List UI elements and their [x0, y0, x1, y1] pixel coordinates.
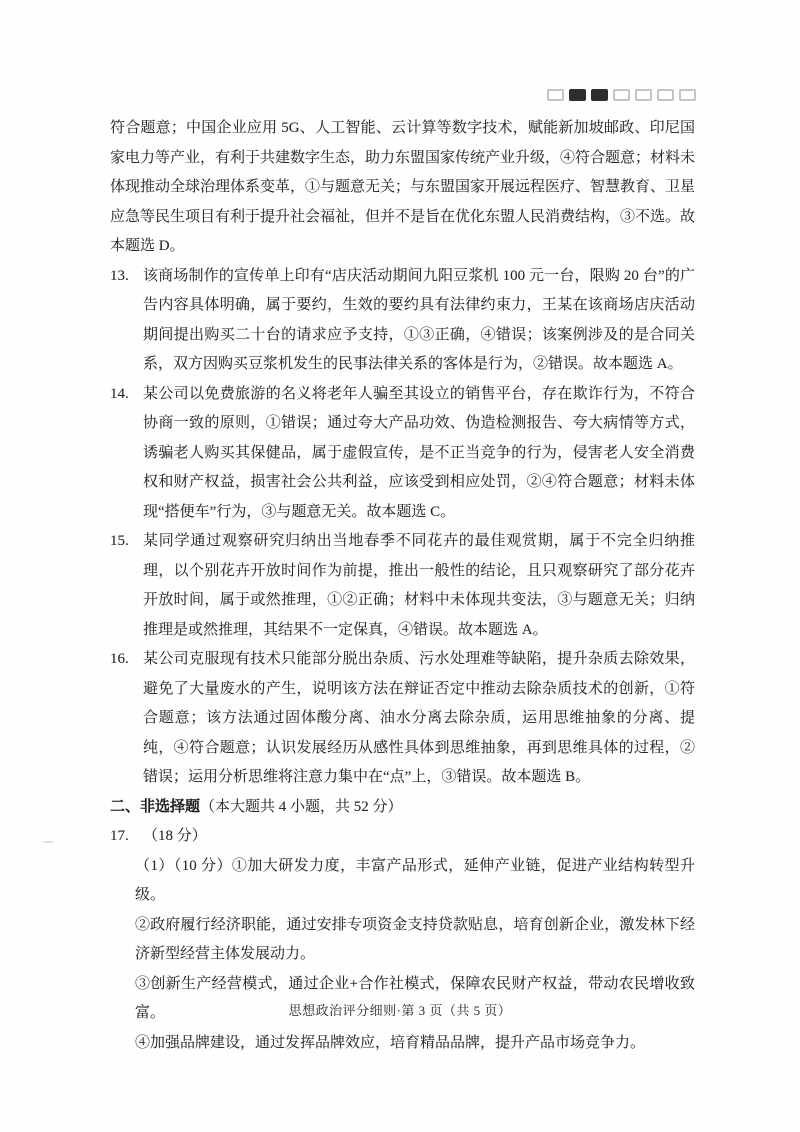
answer-item-15: [110, 527, 695, 645]
answer-text: 某公司以免费旅游的名义将老年人骗至其设立的销售平台，存在欺诈行为，不符合协商一致的原则，①错误；通过夸大产品功效、伪造检测报告、夸大病情等方式，诱骗老人购买其保健品，属于虚假宣传，是不正当竞争的行为，侵害老人安全消费权和财产权益，损害社会公共利益，应该受到相应处罚，②④符合题意；材料未体现“搭便车”行为，③与题意无关。故本题选 C。: [143, 385, 695, 520]
answer-point-4: ④加强品牌建设，通过发挥品牌效应，培育精品品牌，提升产品市场竞争力。: [135, 1034, 646, 1051]
page-indicator-square: [591, 89, 608, 101]
answer-point-1: （1）（10 分）①加大研发力度，丰富产品形式，延伸产业链，促进产业结构转型升级。: [135, 857, 695, 903]
answer-item-14: [110, 380, 695, 528]
answer-item-16: [110, 645, 695, 793]
page-indicator-square: [547, 89, 564, 101]
question-number: 16.: [110, 651, 129, 667]
section-2-heading: [110, 793, 695, 823]
page-indicator-square: [679, 89, 696, 101]
question-number: 17.: [110, 828, 129, 844]
question-number: 15.: [110, 533, 129, 549]
answer-text: 该商场制作的宣传单上印有“店庆活动期间九阳豆浆机 100 元一台，限购 20 台”的广告内容具体明确，属于要约，生效的要约具有法律约束力，王某在该商场店庆活动期间提出购买二十台的请求应予支持，①③正确，④错误；该案例涉及的是合同关系，双方因购买豆浆机发生的民事法律关系的客体是行为，②错误。故本题选 A。: [143, 267, 695, 372]
page-indicator-square: [569, 89, 586, 101]
page-indicator-square: [657, 89, 674, 101]
section-2-title: 二、非选择题: [110, 798, 201, 815]
question-17-heading: [110, 822, 695, 852]
answer-text: 某同学通过观察研究归纳出当地春季不同花卉的最佳观赏期，属于不完全归纳推理，以个别花卉开放时间作为前提，推出一般性的结论，且只观察研究了部分花卉开放时间，属于或然推理，①②正确；材料中未体现共变法，③与题意无关；归纳推理是或然推理，其结果不一定保真，④错误。故本题选 A。: [143, 533, 695, 638]
page-indicator: [547, 89, 696, 101]
answer-item-13: [110, 262, 695, 380]
answer-text: 某公司克服现有技术只能部分脱出杂质、污水处理难等缺陷，提升杂质去除效果，避免了大量废水的产生，说明该方法在辩证否定中推动去除杂质技术的创新，①符合题意；该方法通过固体酸分离、油水分离去除杂质，运用思维抽象的分离、提纯，④符合题意；认识发展经历从感性具体到思维抽象，再到思维具体的过程，②错误；运用分析思维将注意力集中在“点”上，③错误。故本题选 B。: [143, 651, 695, 785]
paragraph-q12-continuation: 符合题意；中国企业应用 5G、人工智能、云计算等数字技术，赋能新加坡邮政、印尼国家电力等产业，有利于共建数字生态，助力东盟国家传统产业升级，④符合题意；材料未体现推动全球治理体系变革，①与题意无关；与东盟国家开展远程医疗、智慧教育、卫星应急等民生项目有利于提升社会福祉，但并不是旨在优化东盟人民消费结构，③不选。故本题选 D。: [110, 120, 696, 254]
document-body: [110, 114, 695, 1058]
page-footer: 思想政治评分细则·第 3 页（共 5 页）: [288, 1003, 512, 1018]
scan-artifact-dash: [44, 841, 53, 843]
question-17-answers: [110, 852, 695, 1059]
page-indicator-square: [635, 89, 652, 101]
answer-point-2: ②政府履行经济职能，通过安排专项资金支持贷款贴息，培育创新企业，激发林下经济新型经营主体发展动力。: [135, 916, 695, 962]
section-2-subtitle: （本大题共 4 小题，共 52 分）: [200, 798, 403, 815]
answer-point-3: ③创新生产经营模式，通过企业+合作社模式，保障农民财产权益，带动农民增收致富。: [135, 975, 695, 1021]
question-number: 13.: [110, 267, 129, 284]
question-number: 14.: [110, 385, 129, 402]
question-17-score: （18 分）: [143, 828, 207, 844]
page-indicator-square: [613, 89, 630, 101]
